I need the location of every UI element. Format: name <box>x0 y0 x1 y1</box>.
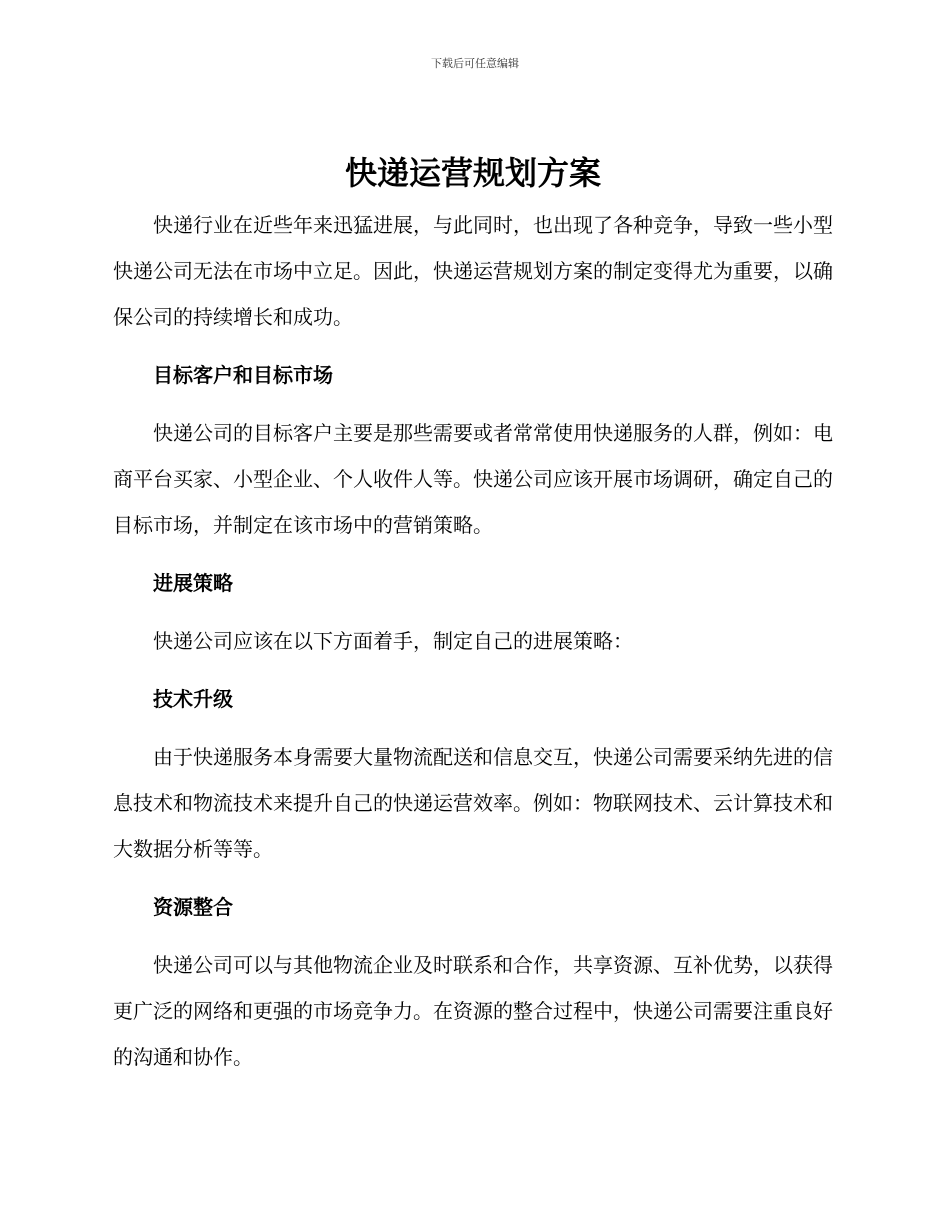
resource-integration-paragraph: 快递公司可以与其他物流企业及时联系和合作，共享资源、互补优势，以获得更广泛的网络和更强的市场竞争力。在资源的整合过程中，快递公司需要注重良好的沟通和协作。 <box>113 953 833 1069</box>
section-heading-resource-integration: 资源整合 <box>153 895 233 919</box>
strategy-paragraph: 快递公司应该在以下方面着手，制定自己的进展策略： <box>153 629 633 653</box>
target-market-paragraph: 快递公司的目标客户主要是那些需要或者常常使用快递服务的人群，例如：电商平台买家、小型企业、个人收件人等。快递公司应该开展市场调研，确定自己的目标市场，并制定在该市场中的营销策略。 <box>113 421 833 537</box>
document-title: 快递运营规划方案 <box>344 154 601 192</box>
section-heading-tech-upgrade: 技术升级 <box>153 687 233 711</box>
document-body <box>113 148 833 1080</box>
intro-paragraph: 快递行业在近些年来迅猛进展，与此同时，也出现了各种竞争，导致一些小型快递公司无法在市场中立足。因此，快递运营规划方案的制定变得尤为重要，以确保公司的持续增长和成功。 <box>113 213 833 329</box>
section-heading-target-market: 目标客户和目标市场 <box>153 363 333 387</box>
section-heading-strategy: 进展策略 <box>153 571 233 595</box>
tech-upgrade-paragraph: 由于快递服务本身需要大量物流配送和信息交互，快递公司需要采纳先进的信息技术和物流技术来提升自己的快递运营效率。例如：物联网技术、云计算技术和大数据分析等等。 <box>113 745 833 861</box>
header-note: 下载后可任意编辑 <box>431 57 519 70</box>
